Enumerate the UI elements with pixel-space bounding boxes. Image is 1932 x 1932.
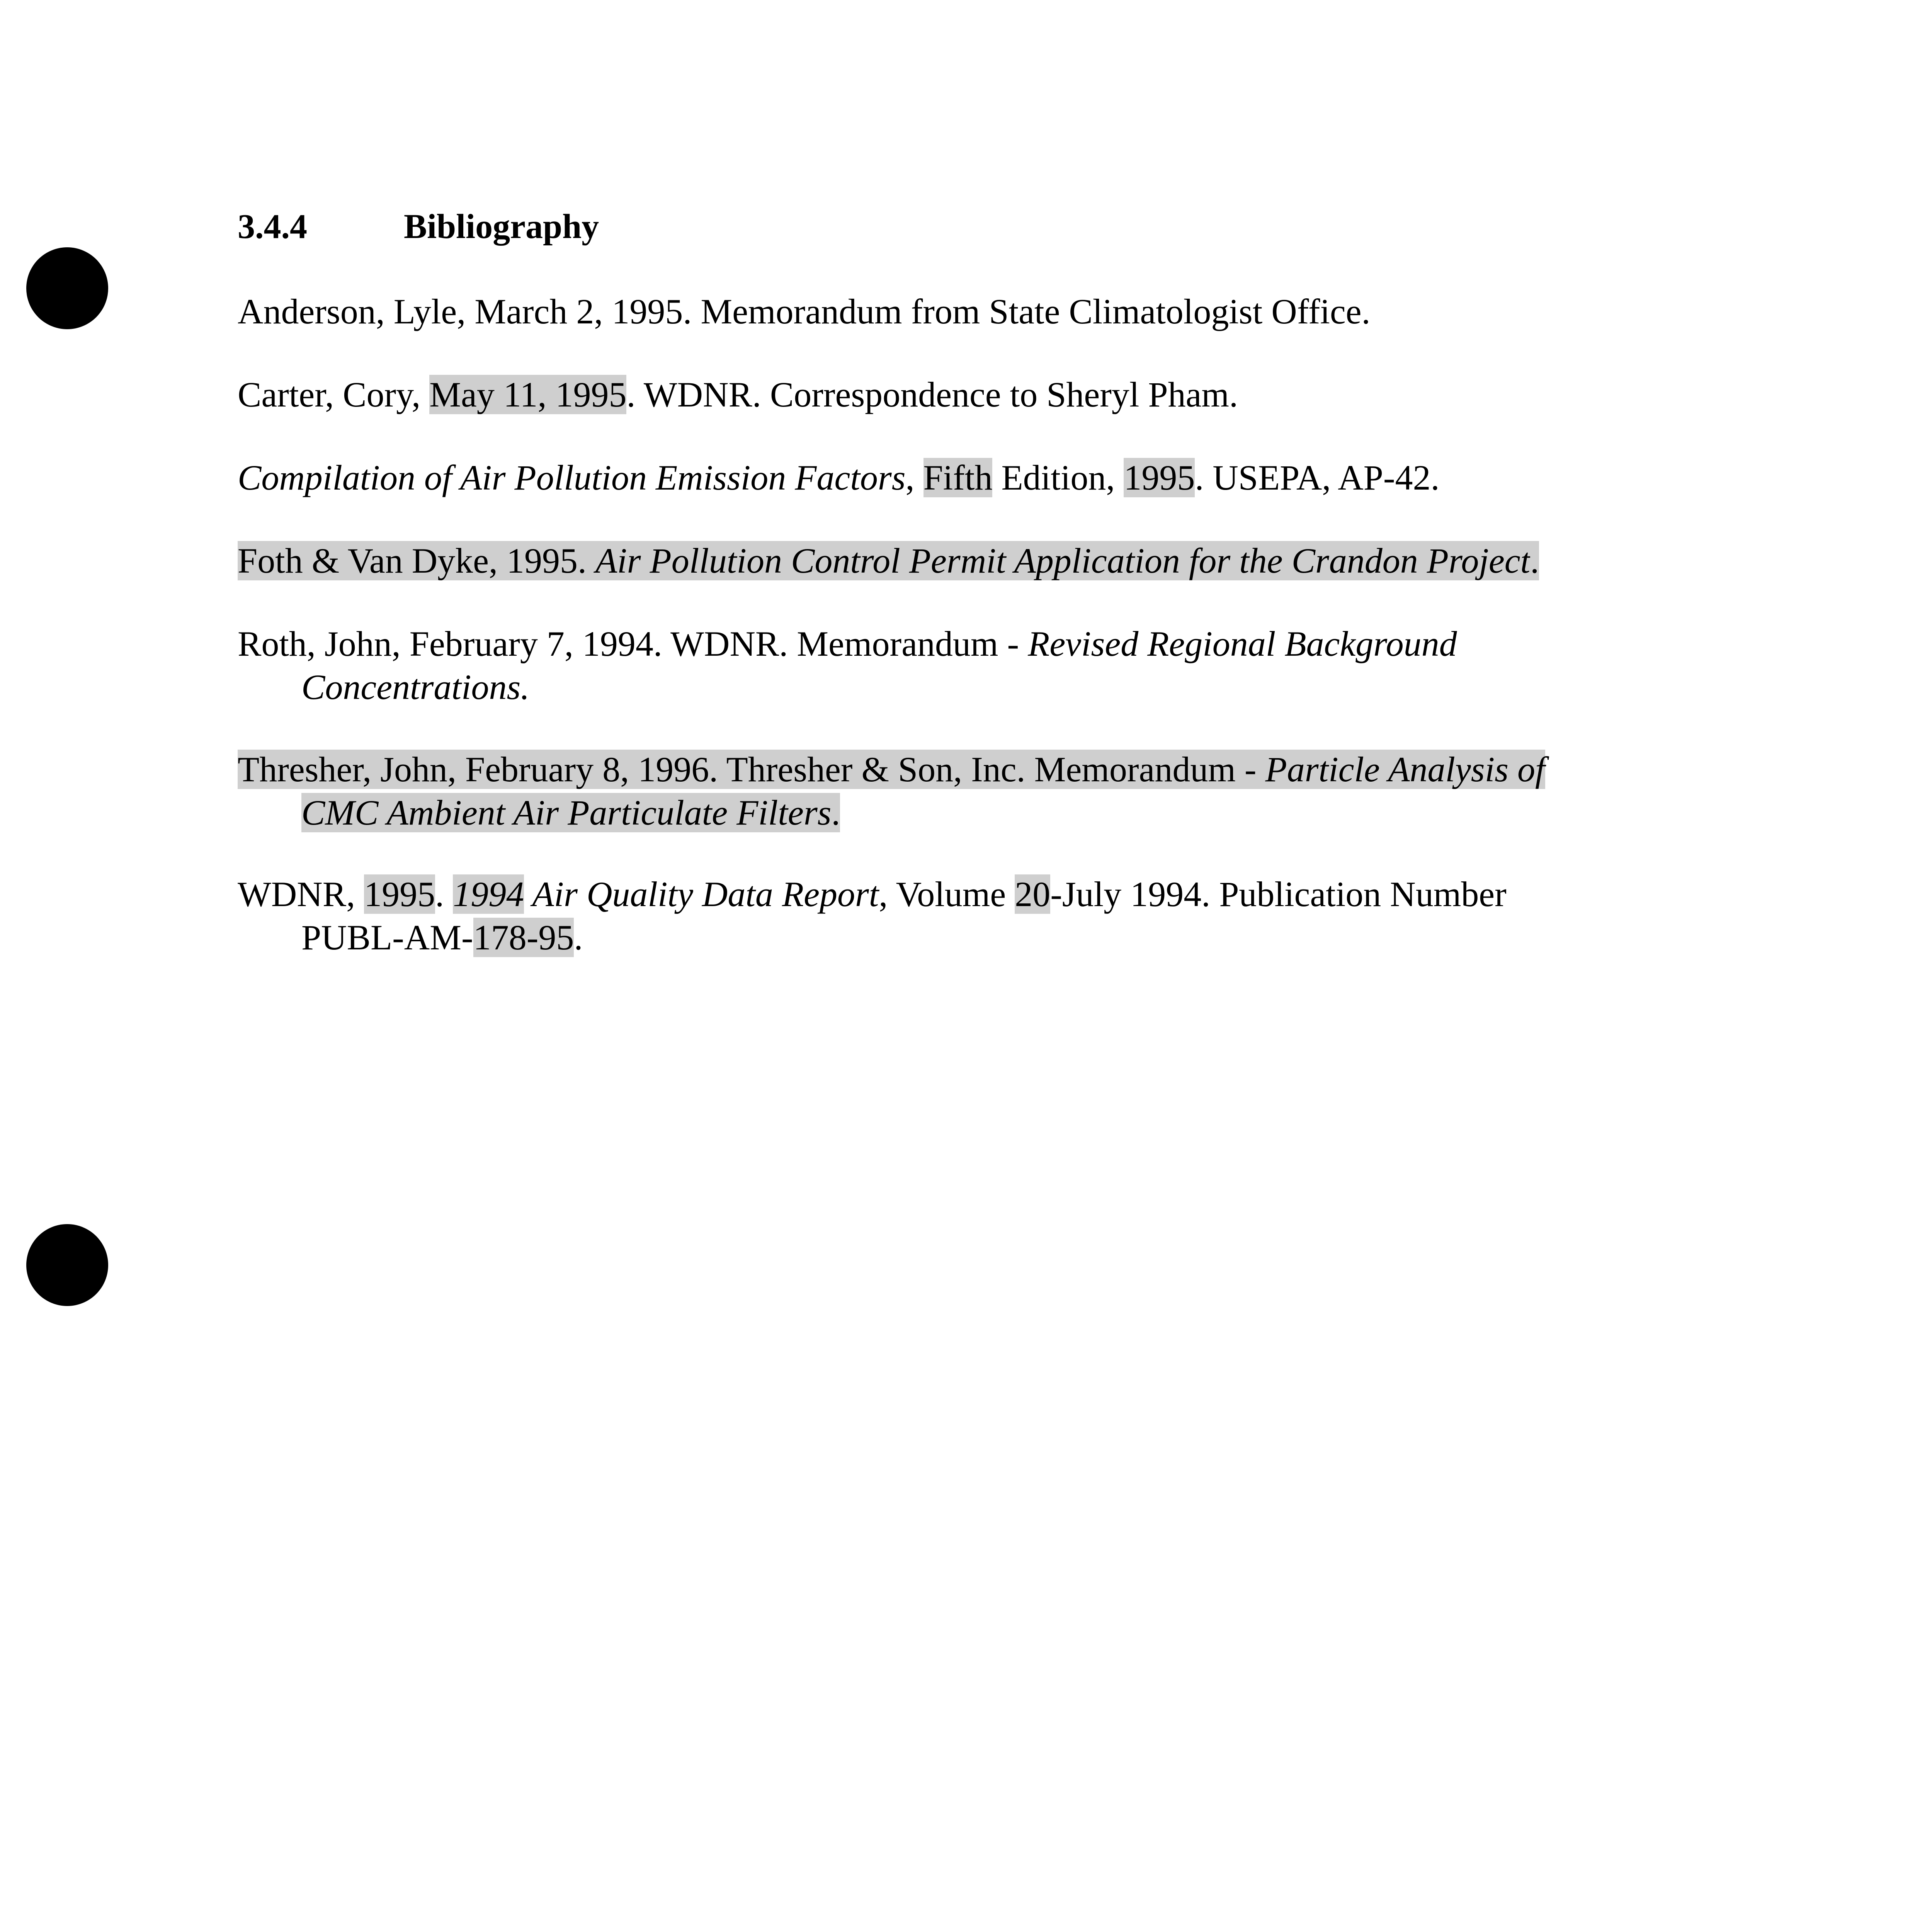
entry-line bbox=[238, 665, 1706, 709]
entry-text: Concentrations. bbox=[301, 667, 530, 707]
entry-text: WDNR, bbox=[238, 874, 364, 914]
entry-text: Revised Regional Background bbox=[1028, 624, 1457, 663]
highlighted-text: Foth & Van Dyke, 1995. bbox=[238, 541, 595, 580]
entry-text: Roth, John, February 7, 1994. WDNR. Memorandum - bbox=[238, 624, 1028, 663]
bibliography-entry bbox=[238, 748, 1706, 834]
highlighted-text: . bbox=[831, 793, 840, 832]
bibliography-entry bbox=[238, 539, 1706, 582]
entry-text: . bbox=[435, 874, 453, 914]
entry-line bbox=[238, 872, 1706, 916]
highlighted-text: 178-95 bbox=[473, 918, 574, 957]
highlighted-text: 1995 bbox=[364, 874, 435, 914]
bibliography-entry bbox=[238, 456, 1706, 499]
highlighted-text: Thresher, John, February 8, 1996. Thresher & Son, Inc. Memorandum - bbox=[238, 750, 1265, 789]
entry-text: Compilation of Air Pollution Emission Factors bbox=[238, 458, 906, 497]
section-number: 3.4.4 bbox=[238, 207, 307, 246]
bibliography-entry bbox=[238, 622, 1706, 709]
highlighted-text: . bbox=[1530, 541, 1539, 580]
entry-line bbox=[238, 539, 1706, 582]
entry-text: , bbox=[905, 458, 923, 497]
highlighted-text: Particle Analysis of bbox=[1265, 750, 1545, 789]
highlighted-text: May 11, 1995 bbox=[429, 375, 627, 414]
entry-text: Anderson, Lyle, March 2, 1995. Memorandum from State Climatologist Office. bbox=[238, 292, 1371, 331]
highlighted-text: Air Pollution Control Permit Application for the Crandon Project bbox=[595, 541, 1531, 580]
entry-line bbox=[238, 290, 1706, 333]
bibliography-entry bbox=[238, 373, 1706, 416]
entry-text: Carter, Cory, bbox=[238, 375, 430, 414]
entry-line bbox=[238, 748, 1706, 791]
highlighted-text: 20 bbox=[1015, 874, 1051, 914]
entry-line bbox=[238, 373, 1706, 416]
entry-text: . WDNR. Correspondence to Sheryl Pham. bbox=[626, 375, 1238, 414]
entry-line bbox=[238, 791, 1706, 834]
section-title: Bibliography bbox=[404, 207, 599, 246]
bibliography-entry bbox=[238, 872, 1706, 959]
entry-text: -July 1994. Publication Number bbox=[1050, 874, 1507, 914]
binder-hole bbox=[26, 247, 108, 329]
entry-line bbox=[238, 916, 1706, 959]
entry-text: Air Quality Data Report bbox=[524, 874, 879, 914]
binder-hole bbox=[26, 1224, 108, 1306]
entry-text: . bbox=[574, 918, 583, 957]
entry-line bbox=[238, 622, 1706, 665]
highlighted-text: Fifth bbox=[923, 458, 993, 497]
highlighted-text: 1995 bbox=[1124, 458, 1195, 497]
entry-text: PUBL-AM- bbox=[301, 918, 473, 957]
highlighted-text: 1994 bbox=[453, 874, 524, 914]
bibliography-entry bbox=[238, 290, 1706, 333]
entry-text: , Volume bbox=[879, 874, 1015, 914]
entry-text: Edition, bbox=[992, 458, 1124, 497]
entry-text: . USEPA, AP-42. bbox=[1195, 458, 1440, 497]
entry-line bbox=[238, 456, 1706, 499]
section-heading bbox=[238, 207, 599, 247]
highlighted-text: CMC Ambient Air Particulate Filters bbox=[301, 793, 832, 832]
